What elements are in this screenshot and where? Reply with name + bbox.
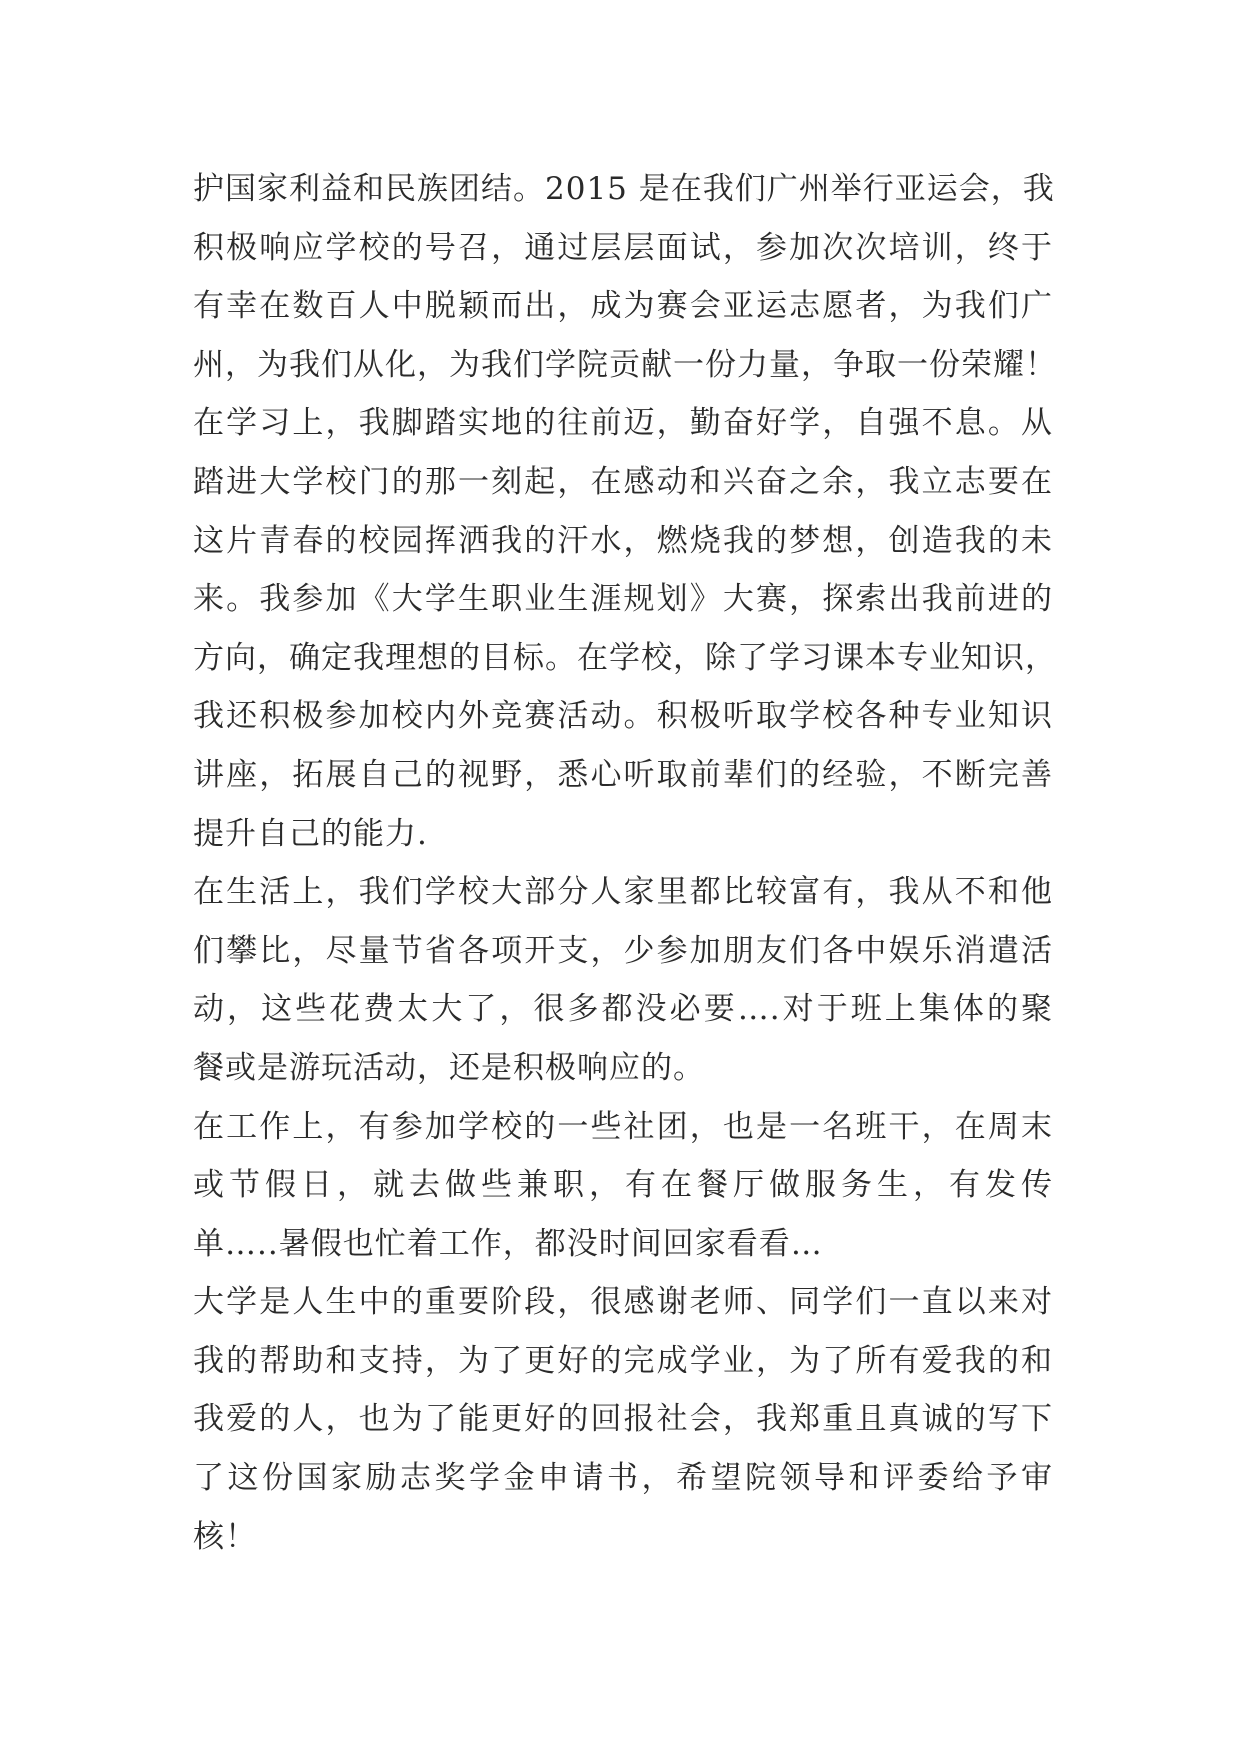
body-line: 在工作上，有参加学校的一些社团，也是一名班干，在周末 [193, 1108, 1053, 1145]
body-line: 州，为我们从化，为我们学院贡献一份力量，争取一份荣耀！ [193, 346, 1057, 383]
body-line: 单…..暑假也忙着工作，都没时间回家看看… [193, 1225, 823, 1262]
body-line: 在学习上，我脚踏实地的往前迈，勤奋好学，自强不息。从 [193, 405, 1053, 442]
body-line: 或节假日，就去做些兼职，有在餐厅做服务生，有发传 [193, 1167, 1053, 1204]
body-line: 我爱的人，也为了能更好的回报社会，我郑重且真诚的写下 [193, 1401, 1053, 1438]
body-line: 护国家利益和民族团结。2015 是在我们广州举行亚运会，我 [193, 171, 1055, 207]
body-line: 提升自己的能力. [193, 815, 428, 852]
document-body [193, 160, 1057, 1566]
body-line: 在生活上，我们学校大部分人家里都比较富有，我从不和他 [193, 874, 1053, 911]
body-line: 踏进大学校门的那一刻起，在感动和兴奋之余，我立志要在 [193, 463, 1053, 500]
body-line: 方向，确定我理想的目标。在学校，除了学习课本专业知识， [193, 639, 1057, 676]
body-line: 讲座，拓展自己的视野，悉心听取前辈们的经验，不断完善 [193, 756, 1053, 793]
body-line: 这片青春的校园挥洒我的汗水，燃烧我的梦想，创造我的未 [193, 522, 1053, 559]
body-line: 核！ [193, 1518, 257, 1555]
body-line: 餐或是游玩活动，还是积极响应的。 [193, 1049, 705, 1086]
body-line: 我还积极参加校内外竞赛活动。积极听取学校各种专业知识 [193, 698, 1053, 735]
body-line: 了这份国家励志奖学金申请书，希望院领导和评委给予审 [193, 1460, 1053, 1497]
body-line: 有幸在数百人中脱颖而出，成为赛会亚运志愿者，为我们广 [193, 288, 1053, 325]
body-line: 动，这些花费太大了，很多都没必要….对于班上集体的聚 [193, 991, 1053, 1028]
body-line: 积极响应学校的号召，通过层层面试，参加次次培训，终于 [193, 229, 1053, 266]
body-line: 我的帮助和支持，为了更好的完成学业，为了所有爱我的和 [193, 1342, 1053, 1379]
body-line: 们攀比，尽量节省各项开支，少参加朋友们各中娱乐消遣活 [193, 932, 1053, 969]
body-line: 大学是人生中的重要阶段，很感谢老师、同学们一直以来对 [193, 1284, 1053, 1321]
body-line: 来。我参加《大学生职业生涯规划》大赛，探索出我前进的 [193, 581, 1053, 618]
